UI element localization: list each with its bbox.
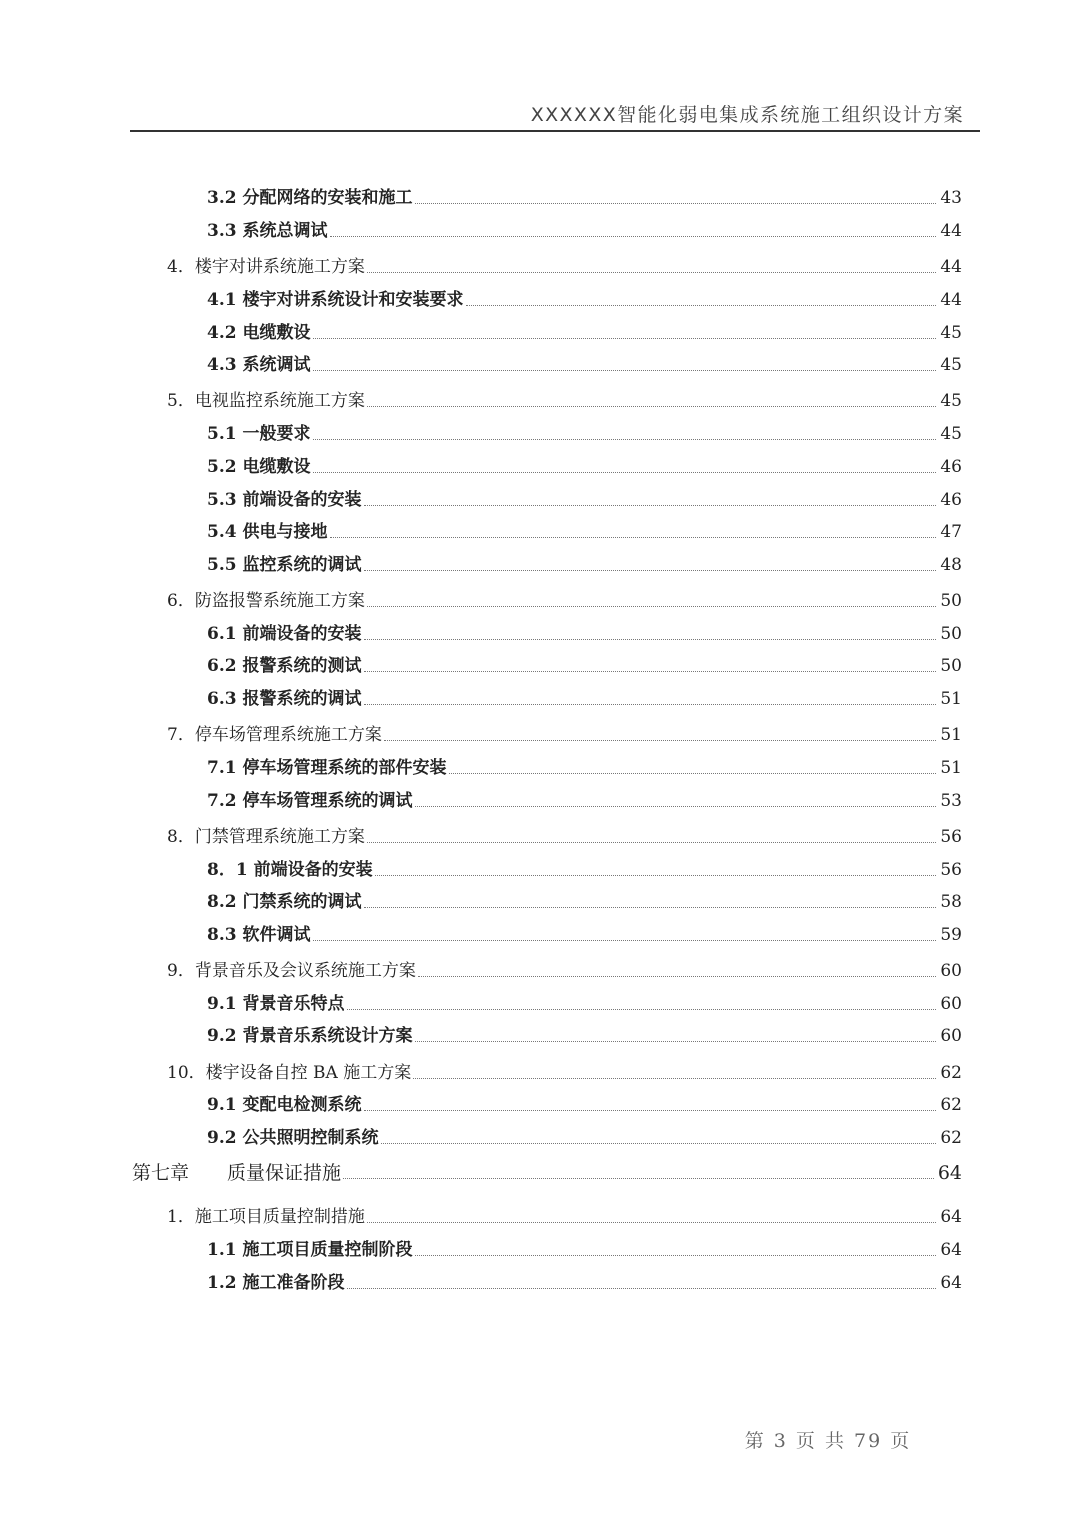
toc-entry-page: 62 xyxy=(940,1095,962,1115)
toc-entry-title: 1．施工项目质量控制措施 xyxy=(167,1207,365,1227)
toc-leader-dots xyxy=(364,671,937,672)
toc-entry[interactable] xyxy=(207,920,962,946)
toc-entry-page: 44 xyxy=(940,221,962,241)
toc-entry-title: 9.1 变配电检测系统 xyxy=(207,1095,362,1115)
toc-entry[interactable] xyxy=(207,684,962,710)
toc-leader-dots xyxy=(367,406,937,407)
toc-entry-title: 5.4 供电与接地 xyxy=(207,522,328,542)
toc-entry-page: 62 xyxy=(940,1128,962,1148)
toc-entry[interactable] xyxy=(167,1058,962,1084)
toc-entry[interactable] xyxy=(207,285,962,311)
toc-leader-dots xyxy=(313,439,937,440)
toc-entry-title: 9.1 背景音乐特点 xyxy=(207,994,345,1014)
toc-entry-page: 56 xyxy=(940,860,962,880)
toc-entry-title: 7.2 停车场管理系统的调试 xyxy=(207,791,413,811)
toc-leader-dots xyxy=(415,1255,937,1256)
toc-entry-page: 62 xyxy=(940,1063,962,1083)
toc-entry-title: 第七章 质量保证措施 xyxy=(132,1162,342,1184)
toc-entry-title: 8．门禁管理系统施工方案 xyxy=(167,827,365,847)
toc-entry[interactable] xyxy=(167,1202,962,1228)
toc-entry-page: 50 xyxy=(940,656,962,676)
toc-entry[interactable] xyxy=(207,318,962,344)
toc-entry-title: 7．停车场管理系统施工方案 xyxy=(167,725,382,745)
toc-entry-page: 59 xyxy=(940,925,962,945)
toc-leader-dots xyxy=(415,203,937,204)
toc-entry[interactable] xyxy=(207,452,962,478)
toc-leader-dots xyxy=(413,1078,936,1079)
toc-entry-page: 58 xyxy=(940,892,962,912)
toc-leader-dots xyxy=(347,1009,937,1010)
toc-entry-title: 6.2 报警系统的测试 xyxy=(207,656,362,676)
toc-entry[interactable] xyxy=(207,989,962,1015)
toc-entry-page: 45 xyxy=(940,323,962,343)
toc-entry-page: 50 xyxy=(940,624,962,644)
toc-leader-dots xyxy=(364,1110,937,1111)
toc-entry[interactable] xyxy=(207,753,962,779)
toc-entry[interactable] xyxy=(207,485,962,511)
toc-leader-dots xyxy=(449,773,937,774)
toc-entry-title: 1.2 施工准备阶段 xyxy=(207,1273,345,1293)
toc-entry-title: 7.1 停车场管理系统的部件安装 xyxy=(207,758,447,778)
toc-entry-title: 4.3 系统调试 xyxy=(207,355,311,375)
toc-entry[interactable] xyxy=(207,786,962,812)
toc-leader-dots xyxy=(381,1143,937,1144)
toc-entry[interactable] xyxy=(207,1021,962,1047)
toc-entry[interactable] xyxy=(207,517,962,543)
toc-entry[interactable] xyxy=(167,252,962,278)
page-number: 第 3 页 共 79 页 xyxy=(744,1430,912,1452)
toc-chapter-entry[interactable] xyxy=(132,1158,962,1184)
toc-entry-title: 4．楼宇对讲系统施工方案 xyxy=(167,257,365,277)
toc-entry-title: 8.3 软件调试 xyxy=(207,925,311,945)
toc-entry-page: 64 xyxy=(940,1240,962,1260)
toc-leader-dots xyxy=(313,940,937,941)
toc-entry-title: 5.5 监控系统的调试 xyxy=(207,555,362,575)
toc-entry-title: 6．防盗报警系统施工方案 xyxy=(167,591,365,611)
toc-entry[interactable] xyxy=(167,720,962,746)
toc-entry-page: 45 xyxy=(940,424,962,444)
toc-leader-dots xyxy=(466,305,937,306)
toc-entry-page: 64 xyxy=(940,1273,962,1293)
toc-leader-dots xyxy=(367,606,937,607)
toc-entry-page: 43 xyxy=(940,188,962,208)
toc-entry[interactable] xyxy=(207,651,962,677)
toc-entry[interactable] xyxy=(207,619,962,645)
toc-leader-dots xyxy=(364,570,937,571)
toc-entry[interactable] xyxy=(167,586,962,612)
toc-entry-page: 45 xyxy=(940,355,962,375)
toc-leader-dots xyxy=(364,704,937,705)
toc-entry[interactable] xyxy=(207,1235,962,1261)
toc-entry[interactable] xyxy=(207,1268,962,1294)
toc-leader-dots xyxy=(330,537,937,538)
toc-entry-title: 6.1 前端设备的安装 xyxy=(207,624,362,644)
toc-entry-page: 64 xyxy=(937,1162,962,1184)
toc-leader-dots xyxy=(343,1178,934,1179)
toc-entry[interactable] xyxy=(207,183,962,209)
toc-entry-title: 10．楼宇设备自控 BA 施工方案 xyxy=(167,1063,412,1083)
toc-leader-dots xyxy=(367,842,937,843)
toc-leader-dots xyxy=(347,1288,937,1289)
toc-entry-title: 5．电视监控系统施工方案 xyxy=(167,391,365,411)
toc-entry-page: 64 xyxy=(940,1207,962,1227)
toc-entry-title: 8.2 门禁系统的调试 xyxy=(207,892,362,912)
toc-entry-page: 45 xyxy=(940,391,962,411)
toc-entry[interactable] xyxy=(167,822,962,848)
document-title: XXXXXX智能化弱电集成系统施工组织设计方案 xyxy=(530,104,964,126)
toc-leader-dots xyxy=(313,338,937,339)
toc-entry-title: 9.2 公共照明控制系统 xyxy=(207,1128,379,1148)
toc-entry[interactable] xyxy=(167,956,962,982)
toc-leader-dots xyxy=(418,976,937,977)
toc-entry-title: 6.3 报警系统的调试 xyxy=(207,689,362,709)
toc-entry[interactable] xyxy=(207,350,962,376)
toc-entry[interactable] xyxy=(167,386,962,412)
toc-entry[interactable] xyxy=(207,887,962,913)
toc-leader-dots xyxy=(375,875,937,876)
toc-leader-dots xyxy=(364,505,937,506)
toc-entry-title: 1.1 施工项目质量控制阶段 xyxy=(207,1240,413,1260)
toc-leader-dots xyxy=(415,806,937,807)
toc-entry-title: 5.3 前端设备的安装 xyxy=(207,490,362,510)
toc-leader-dots xyxy=(313,472,937,473)
toc-entry-title: 5.2 电缆敷设 xyxy=(207,457,311,477)
toc-entry-page: 48 xyxy=(940,555,962,575)
toc-entry-page: 46 xyxy=(940,490,962,510)
toc-entry-title: 8．1 前端设备的安装 xyxy=(207,860,373,880)
toc-leader-dots xyxy=(384,740,937,741)
toc-entry-page: 51 xyxy=(940,758,962,778)
toc-entry-page: 47 xyxy=(940,522,962,542)
toc-leader-dots xyxy=(367,1222,937,1223)
toc-entry-page: 60 xyxy=(940,994,962,1014)
toc-leader-dots xyxy=(364,639,937,640)
toc-entry-page: 44 xyxy=(940,290,962,310)
toc-entry[interactable] xyxy=(207,1123,962,1149)
toc-entry-page: 44 xyxy=(940,257,962,277)
toc-leader-dots xyxy=(364,907,937,908)
toc-entry-page: 60 xyxy=(940,961,962,981)
toc-entry-page: 50 xyxy=(940,591,962,611)
toc-entry-page: 46 xyxy=(940,457,962,477)
toc-entry-title: 4.1 楼宇对讲系统设计和安装要求 xyxy=(207,290,464,310)
toc-entry[interactable] xyxy=(207,550,962,576)
toc-entry[interactable] xyxy=(207,419,962,445)
toc-entry-title: 3.3 系统总调试 xyxy=(207,221,328,241)
toc-entry-title: 9.2 背景音乐系统设计方案 xyxy=(207,1026,413,1046)
toc-entry-title: 5.1 一般要求 xyxy=(207,424,311,444)
toc-leader-dots xyxy=(330,236,937,237)
toc-leader-dots xyxy=(367,272,937,273)
toc-entry[interactable] xyxy=(207,855,962,881)
toc-entry-page: 60 xyxy=(940,1026,962,1046)
toc-entry[interactable] xyxy=(207,1090,962,1116)
toc-entry-page: 51 xyxy=(940,725,962,745)
toc-entry-title: 4.2 电缆敷设 xyxy=(207,323,311,343)
toc-entry-page: 53 xyxy=(940,791,962,811)
toc-entry-title: 3.2 分配网络的安装和施工 xyxy=(207,188,413,208)
toc-entry[interactable] xyxy=(207,216,962,242)
toc-entry-title: 9．背景音乐及会议系统施工方案 xyxy=(167,961,416,981)
toc-entry-page: 56 xyxy=(940,827,962,847)
toc-leader-dots xyxy=(313,370,937,371)
page-footer xyxy=(0,1426,1080,1453)
toc-entry-page: 51 xyxy=(940,689,962,709)
toc-leader-dots xyxy=(415,1041,937,1042)
